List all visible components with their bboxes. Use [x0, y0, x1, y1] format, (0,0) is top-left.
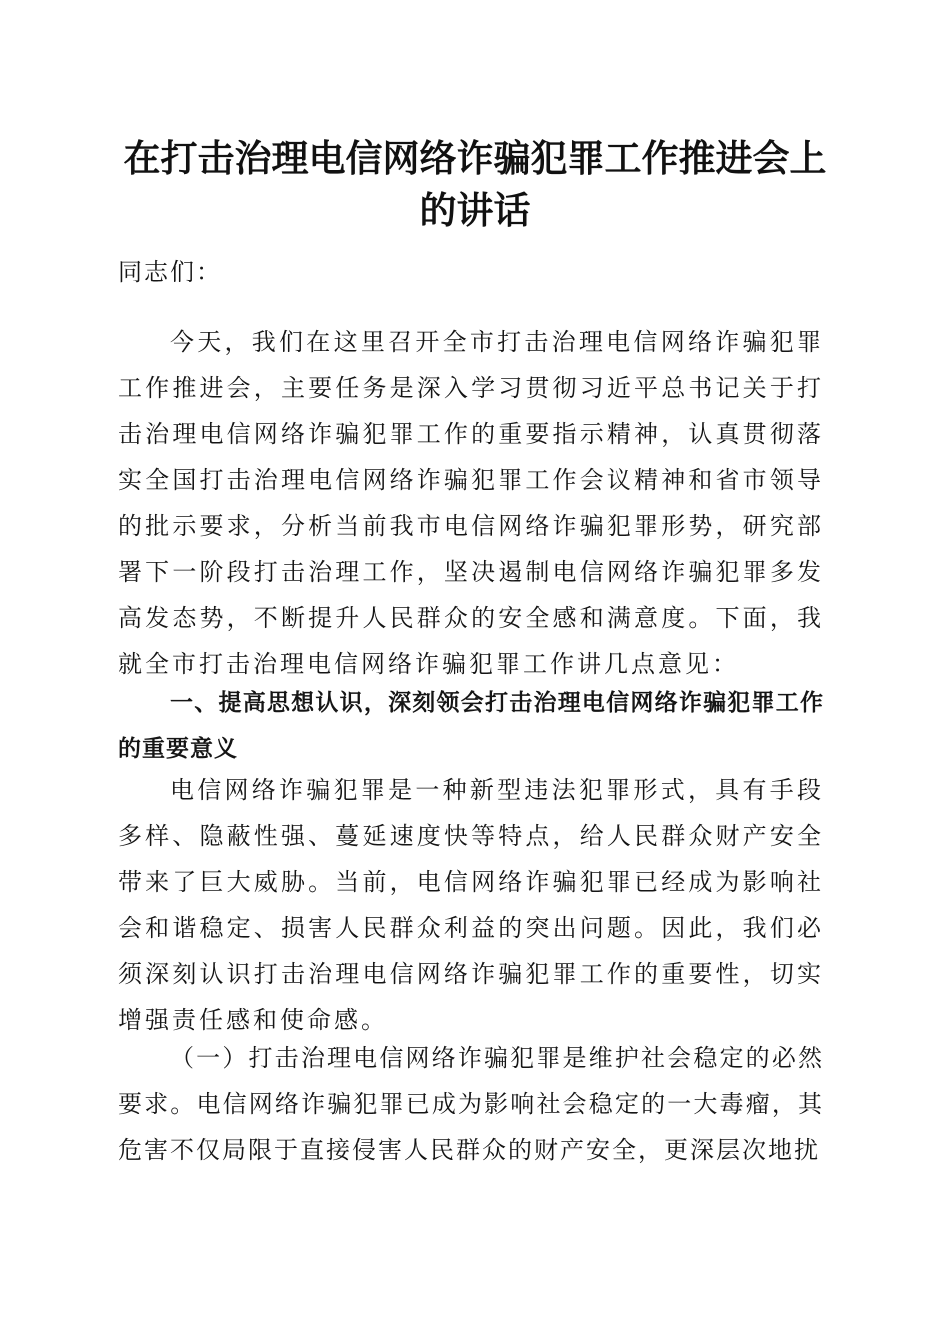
section-one-paragraph: 电信网络诈骗犯罪是一种新型违法犯罪形式，具有手段多样、隐蔽性强、蔓延速度快等特点，给人民群众财产安全带来了巨大威胁。当前，电信网络诈骗犯罪已经成为影响社会和谐稳定、损害人民群众利益的突出问题。因此，我们必须深刻认识打击治理电信网络诈骗犯罪工作的重要性，切实增强责任感和使命感。: [118, 776, 824, 1034]
section-one-heading: 一、提高思想认识，深刻领会打击治理电信网络诈骗犯罪工作的重要意义: [118, 690, 824, 762]
intro-paragraph: 今天，我们在这里召开全市打击治理电信网络诈骗犯罪工作推进会，主要任务是深入学习贯彻习近平总书记关于打击治理电信网络诈骗犯罪工作的重要指示精神，认真贯彻落实全国打击治理电信网络诈骗犯罪工作会议精神和省市领导的批示要求，分析当前我市电信网络诈骗犯罪形势，研究部署下一阶段打击治理工作，坚决遏制电信网络诈骗犯罪多发高发态势，不断提升人民群众的安全感和满意度。下面，我就全市打击治理电信网络诈骗犯罪工作讲几点意见：: [118, 328, 824, 678]
salutation: 同志们：: [118, 258, 222, 286]
subsection-one-paragraph: （一）打击治理电信网络诈骗犯罪是维护社会稳定的必然要求。电信网络诈骗犯罪已成为影响社会稳定的一大毒瘤，其危害不仅局限于直接侵害人民群众的财产安全，更深层次地扰: [118, 1044, 824, 1164]
document-title: 在打击治理电信网络诈骗犯罪工作推进会上的讲话: [123, 136, 827, 232]
